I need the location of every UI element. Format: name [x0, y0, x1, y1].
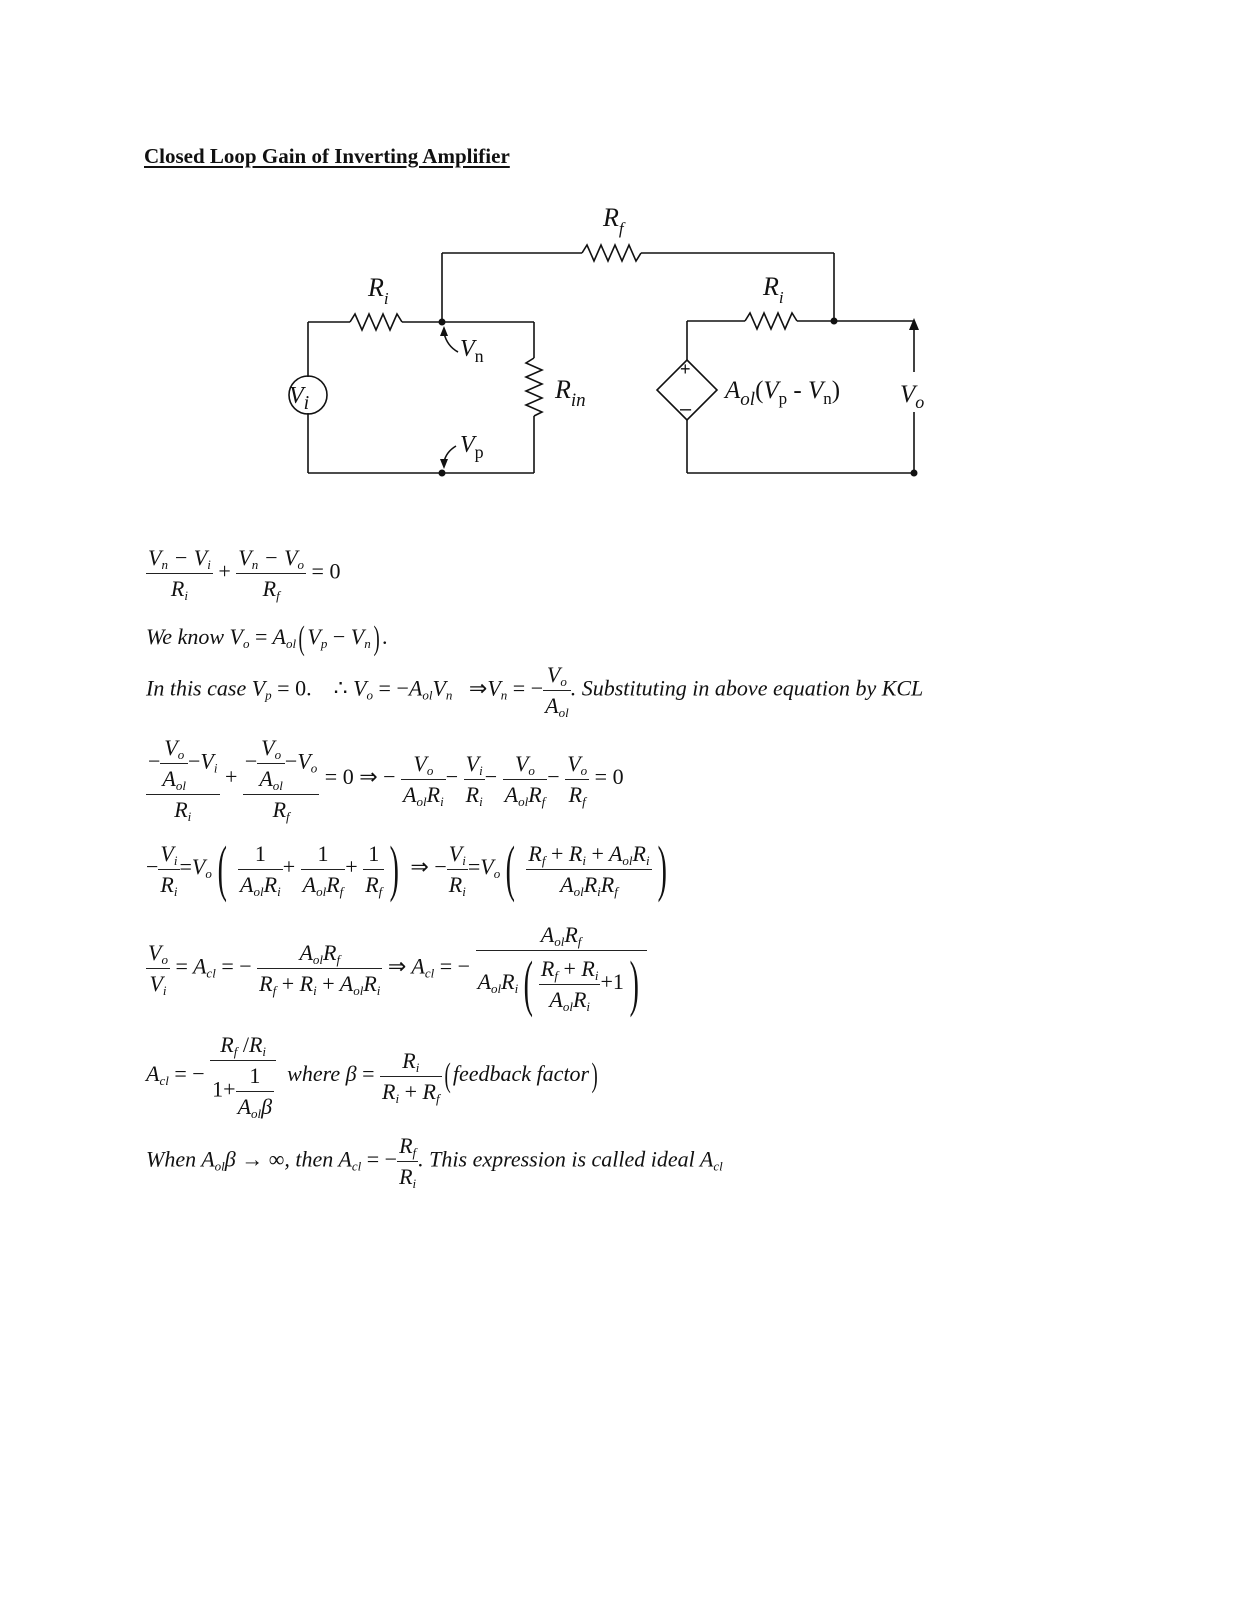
- equation-kcl: $\frac{V_n - V_i}{R_i}$ + $\frac{V_n - V_o}{R_f}$ = 0: [148, 545, 341, 603]
- vp-arrowhead: [440, 459, 448, 469]
- equation-acl: $\frac{V_o}{V_i}$ = $A_{cl}$ = − $\frac{A_{ol}R_f}{R_f + R_i + A_{ol}R_i}$ ⇒ $A_{cl}$ = − $A_{ol}R_f$ $A_{ol}R_i$( $\frac{R_f + R_i}{A_{ol}R_i}$ +1): [146, 922, 647, 1015]
- dependent-source-label: $A_{ol}(V_p - V_n)$: [725, 377, 841, 410]
- equation-we-know: We know $V_o = A_{ol}$( $V_p - V_n$) .: [146, 620, 388, 657]
- vo-arrowhead: [909, 318, 919, 330]
- node-dot: [911, 470, 918, 477]
- vp-label: $V_p$: [460, 432, 484, 462]
- node-dot: [831, 318, 838, 325]
- source-label: $V_i$: [289, 383, 310, 414]
- equation-in-this-case: In this case $V_p = 0$. ∴ $V_o = -A_{ol}V_n$ $\Rightarrow V_n$ = − $\frac{V_o}{A_{ol}}$ . Substituting in above equation by KCL: [146, 662, 924, 720]
- where-text: where: [287, 1061, 341, 1087]
- ri-left-label: $R_i$: [368, 273, 389, 308]
- vn-arrowhead: [440, 326, 448, 336]
- in-this-case-text: In this case: [146, 675, 247, 701]
- equation-beta: $A_{cl}$ = − $R_f$ $/R_i$ 1+ $\frac{1}{A_{ol}\beta}$ where β = $\frac{R_i}{R_i + R_f}$ ( feedback factor): [146, 1032, 598, 1121]
- rf-resistor: [582, 245, 641, 261]
- substituting-text: . Substituting in above equation by KCL: [570, 675, 924, 701]
- vn-label: $V_n$: [460, 336, 484, 366]
- ri-right-label: $R_i$: [763, 272, 784, 307]
- then-text: , then: [284, 1146, 334, 1172]
- plus-sign: +: [680, 359, 691, 379]
- when-text: When: [146, 1146, 197, 1172]
- minus-sign: –: [680, 398, 692, 420]
- ri-right-resistor: [745, 313, 797, 329]
- vo-label: $V_o$: [900, 381, 925, 412]
- circuit-diagram: [0, 0, 1237, 560]
- we-know-text: We know: [146, 624, 225, 650]
- node-dot: [439, 319, 446, 326]
- feedback-factor-text: feedback factor: [452, 1061, 590, 1087]
- equation-ideal: When $A_{ol}\beta$ → ∞, then $A_{cl}$ = − $\frac{R_f}{R_i}$ . This expression is called ideal $A_{cl}$: [146, 1133, 723, 1191]
- equation-factored: − $\frac{V_i}{R_i}$ $=V_o$( $\frac{1}{A_{ol}R_i}$ + $\frac{1}{A_{ol}R_f}$ + $\frac{1}{R_f}$ ) ⇒ − $\frac{V_i}{R_i}$ $=V_o$( $\frac{R_f + R_i + A_{ol}R_i}{A_{ol}R_iR_f}$ ): [146, 835, 667, 903]
- equation-substituted: − $\frac{V_o}{A_{ol}}$ $-V_i$ $R_i$ + − $\frac{V_o}{A_{ol}}$ $-V_o$ $R_f$ = 0 ⇒ − $\frac{V_o}{A_{ol}R_i}$ − $\frac{V_i}{R_i}$ − $\frac{V_o}{A_{ol}R_f}$ − $\frac{V_o}{R_f}$ = 0: [148, 735, 624, 824]
- rf-label: $R_f$: [603, 203, 624, 238]
- rin-label: $R_{in}$: [555, 375, 586, 411]
- ideal-text: . This expression is called ideal: [418, 1146, 695, 1172]
- ri-left-resistor: [350, 314, 402, 330]
- rin-resistor: [526, 358, 542, 416]
- page-title: Closed Loop Gain of Inverting Amplifier: [144, 144, 510, 168]
- node-dot: [439, 470, 446, 477]
